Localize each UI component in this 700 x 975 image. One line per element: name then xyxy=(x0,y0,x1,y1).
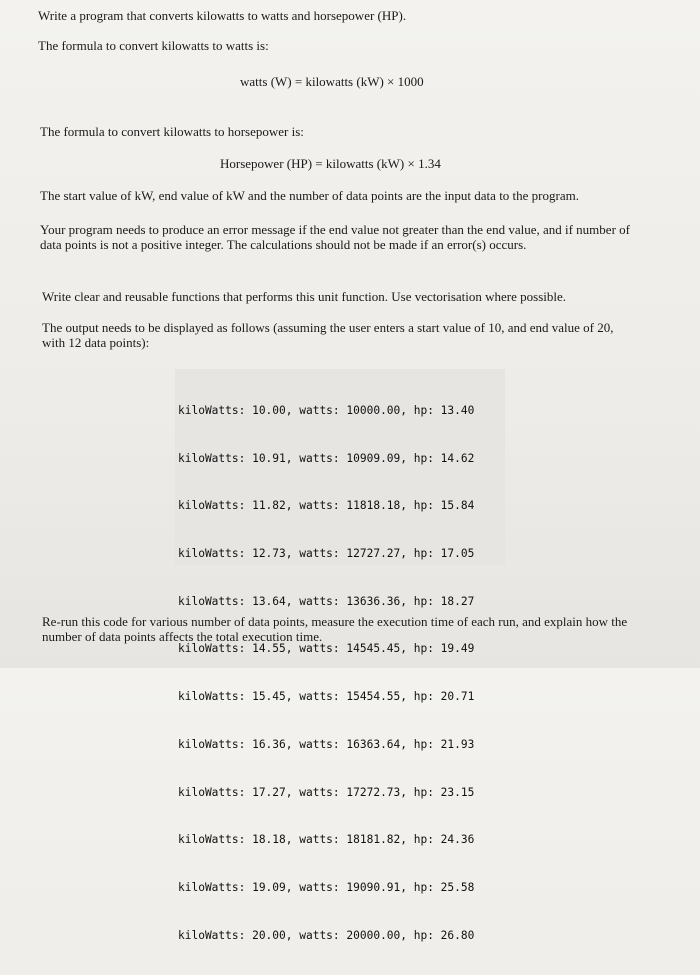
error-paragraph: Your program needs to produce an error message if the end value not greater than the end value, and if number of data points is not a positive integer. The calculations should not be made if an error(s) occurs. xyxy=(40,222,630,252)
output-row: kiloWatts: 20.00, watts: 20000.00, hp: 26.80 xyxy=(178,928,475,942)
output-row: kiloWatts: 10.00, watts: 10000.00, hp: 13.40 xyxy=(178,403,475,417)
intro-text: Write a program that converts kilowatts to watts and horsepower (HP). xyxy=(38,8,407,23)
output-row: kiloWatts: 19.09, watts: 19090.91, hp: 25.58 xyxy=(178,881,475,894)
output-row: kiloWatts: 11.82, watts: 11818.18, hp: 15.84 xyxy=(178,499,475,513)
formula1-equation: watts (W) = kilowatts (kW) × 1000 xyxy=(240,74,424,89)
formula2-equation: Horsepower (HP) = kilowatts (kW) × 1.34 xyxy=(220,156,441,171)
output-row: kiloWatts: 13.64, watts: 13636.36, hp: 18.27 xyxy=(178,594,475,608)
rerun-paragraph: Re-run this code for various number of data points, measure the execution time of each run, and explain how the number of data points affects the total execution time. xyxy=(42,614,628,644)
output-row: kiloWatts: 17.27, watts: 17272.73, hp: 23.15 xyxy=(178,785,475,799)
output-row: kiloWatts: 15.45, watts: 15454.55, hp: 20.71 xyxy=(178,690,475,704)
output-row: kiloWatts: 16.36, watts: 16363.64, hp: 21.93 xyxy=(178,737,475,751)
functions-paragraph: Write clear and reusable functions that performs this unit function. Use vectorisation where possible. xyxy=(42,289,567,304)
output-row: kiloWatts: 10.91, watts: 10909.09, hp: 14.62 xyxy=(178,451,475,465)
formula2-label: The formula to convert kilowatts to horsepower is: xyxy=(40,124,304,139)
output-row: kiloWatts: 12.73, watts: 12727.27, hp: 17.05 xyxy=(178,546,475,560)
formula1-label: The formula to convert kilowatts to watts is: xyxy=(38,38,269,53)
inputs-paragraph: The start value of kW, end value of kW and the number of data points are the input data to the program. xyxy=(40,188,579,203)
output-paragraph: The output needs to be displayed as follows (assuming the user enters a start value of 10, and end value of 20, with 12 data points): xyxy=(42,320,614,350)
output-row: kiloWatts: 14.55, watts: 14545.45, hp: 19.49 xyxy=(178,642,475,656)
output-row: kiloWatts: 18.18, watts: 18181.82, hp: 24.36 xyxy=(178,833,475,847)
